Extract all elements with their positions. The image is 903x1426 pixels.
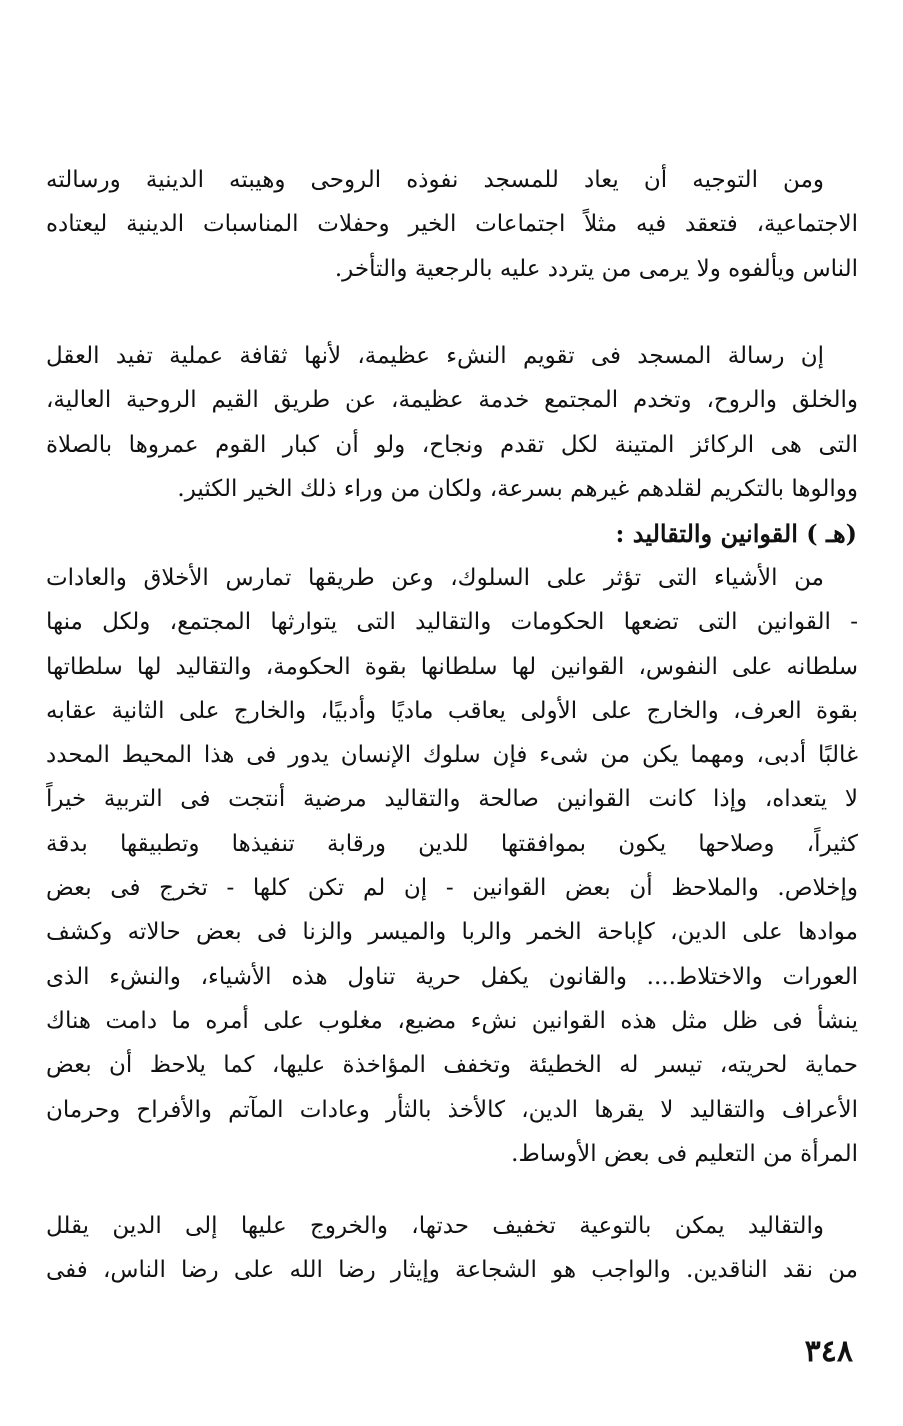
paragraph-line: - القوانين التى تضعها الحكومات والتقاليد التى يتوارثها المجتمع، ولكل منها — [46, 609, 858, 636]
paragraph-line: حماية لحريته، تيسر له الخطيئة وتخفف المؤاخذة عليها، كما يلاحظ أن بعض — [46, 1052, 858, 1079]
paragraph-line: والتقاليد يمكن بالتوعية تخفيف حدتها، والخروج عليها إلى الدين يقلل — [46, 1213, 824, 1239]
paragraph-line: العورات والاختلاط.... والقانون يكفل حرية تناول هذه الأشياء، والنشء الذى — [46, 963, 858, 990]
paragraph-line: التى هى الركائز المتينة لكل تقدم ونجاح، ولو أن كبار القوم عمروها بالصلاة — [46, 431, 858, 458]
paragraph-awareness — [46, 1204, 858, 1293]
paragraph-line: وإخلاص. والملاحظ أن بعض القوانين - إن لم تكن كلها - تخرج فى بعض — [46, 875, 858, 902]
paragraph-line: لا يتعداه، وإذا كانت القوانين صالحة والتقاليد مرضية أنتجت فى التربية خيراً — [46, 786, 858, 813]
paragraph-mosque-mission — [46, 334, 858, 511]
page-number: ٣٤٨ — [804, 1334, 853, 1369]
paragraph-mosque-role — [46, 158, 858, 291]
paragraph-line: كثيراً، وصلاحها يكون بموافقتها للدين ورقابة تنفيذها وتطبيقها بدقة — [46, 830, 858, 857]
paragraph-line: ينشأ فى ظل مثل هذه القوانين نشء مضيع، مغلوب على أمره ما دامت هناك — [46, 1007, 858, 1034]
paragraph-line: والخلق والروح، وتخدم المجتمع خدمة عظيمة، عن طريق القيم الروحية العالية، — [46, 387, 858, 414]
paragraph-line: الأعراف والتقاليد لا يقرها الدين، كالأخذ بالثأر وعادات المآتم والأفراح وحرمان — [46, 1096, 858, 1123]
paragraph-line: الاجتماعية، فتعقد فيه مثلاً اجتماعات الخير وحفلات المناسبات الدينية ليعتاده — [46, 211, 858, 238]
paragraph-line: ومن التوجيه أن يعاد للمسجد نفوذه الروحى وهيبته الدينية ورسالته — [46, 167, 824, 193]
paragraph-line: المرأة من التعليم فى بعض الأوساط. — [511, 1140, 858, 1167]
paragraph-line: غالبًا أدبى، ومهما يكن من شىء فإن سلوك الإنسان يدور فى هذا المحيط المحدد — [46, 742, 858, 769]
section-heading: (هـ ) القوانين والتقاليد : — [615, 519, 857, 548]
paragraph-line: بقوة العرف، والخارج على الأولى يعاقب ماديًا وأدبيًا، والخارج على الثانية عقابه — [46, 697, 858, 724]
paragraph-line: سلطانه على النفوس، القوانين لها سلطانها بقوة الحكومة، والتقاليد لها سلطاتها — [46, 653, 858, 680]
paragraph-line: من الأشياء التى تؤثر على السلوك، وعن طريقها تمارس الأخلاق والعادات — [46, 565, 824, 591]
paragraph-line: موادها على الدين، كإباحة الخمر والربا والميسر والزنا فى بعض حالاته وكشف — [46, 919, 858, 946]
paragraph-line: من نقد الناقدين. والواجب هو الشجاعة وإيثار رضا الله على رضا الناس، ففى — [46, 1257, 858, 1284]
paragraph-line: الناس ويألفوه ولا يرمى من يتردد عليه بالرجعية والتأخر. — [334, 255, 858, 282]
paragraph-laws-traditions — [46, 556, 858, 1176]
paragraph-line: إن رسالة المسجد فى تقويم النشء عظيمة، لأنها ثقافة عملية تفيد العقل — [46, 343, 824, 369]
paragraph-line: ووالوها بالتكريم لقلدهم غيرهم بسرعة، ولكان من وراء ذلك الخير الكثير. — [177, 475, 858, 502]
